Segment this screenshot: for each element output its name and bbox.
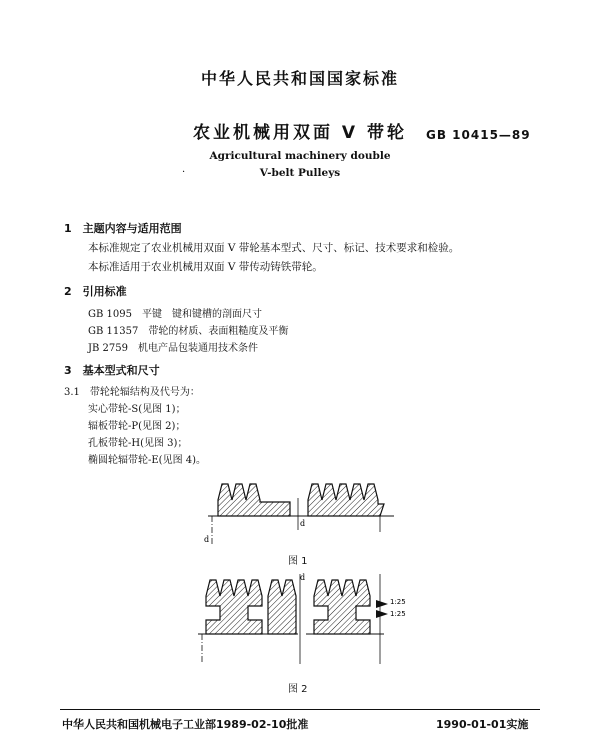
stray-dot: ·: [182, 167, 186, 178]
taper-label-lower: 1:25: [390, 610, 406, 618]
english-title-line1: Agricultural machinery double: [209, 150, 391, 162]
reference-item: JB 2759 机电产品包装通用技术条件: [88, 343, 258, 354]
footer-rule: [60, 709, 540, 710]
standard-code: GB 10415—89: [426, 128, 531, 142]
web-pulley-hub-left: [268, 580, 296, 634]
svg-text:d: d: [204, 535, 210, 544]
section2-heading: 2 引用标准: [64, 285, 127, 298]
taper-arrow-upper: [376, 600, 388, 608]
footer-approval: 中华人民共和国机械电子工业部1989-02-10批准: [62, 718, 309, 731]
section1-para2: 本标准适用于农业机械用双面 V 带传动铸铁带轮。: [88, 261, 323, 273]
section3-subheading: 3.1 带轮轮辐结构及代号为：: [64, 387, 200, 398]
section1-heading: 1 主题内容与适用范围: [64, 222, 182, 235]
reference-item: GB 11357 带轮的材质、表面粗糙度及平衡: [88, 326, 289, 337]
section1-para1: 本标准规定了农业机械用双面 V 带轮基本型式、尺寸、标记、技术要求和检验。: [88, 242, 460, 254]
figure1-caption: 图 1: [288, 556, 308, 567]
solid-pulley-section-right: [308, 484, 384, 516]
structure-item: 实心带轮-S(见图 1)；: [88, 404, 186, 415]
section3-heading: 3 基本型式和尺寸: [64, 364, 160, 377]
figure1-drawing: [190, 472, 420, 552]
svg-text:d: d: [300, 519, 306, 528]
svg-text:d: d: [300, 573, 306, 582]
structure-item: 孔板带轮-H(见图 3)；: [88, 438, 188, 449]
page-title: 农业机械用双面 V 带轮: [193, 123, 407, 143]
reference-item: GB 1095 平键 键和键槽的剖面尺寸: [88, 309, 262, 320]
structure-item: 椭圆轮辐带轮-E(见图 4)。: [88, 455, 207, 466]
solid-pulley-section-left: [218, 484, 290, 516]
figure2-caption: 图 2: [288, 684, 308, 695]
standard-header: 中华人民共和国国家标准: [200, 69, 399, 88]
web-pulley-section-right: [314, 580, 370, 634]
taper-label-upper: 1:25: [390, 598, 406, 606]
taper-arrow-lower: [376, 610, 388, 618]
footer-implementation: 1990-01-01实施: [436, 718, 529, 731]
english-title-line2: V-belt Pulleys: [259, 167, 341, 179]
figure2-drawing: [188, 570, 438, 668]
structure-item: 辐板带轮-P(见图 2)；: [88, 421, 186, 432]
web-pulley-section-left: [206, 580, 262, 634]
